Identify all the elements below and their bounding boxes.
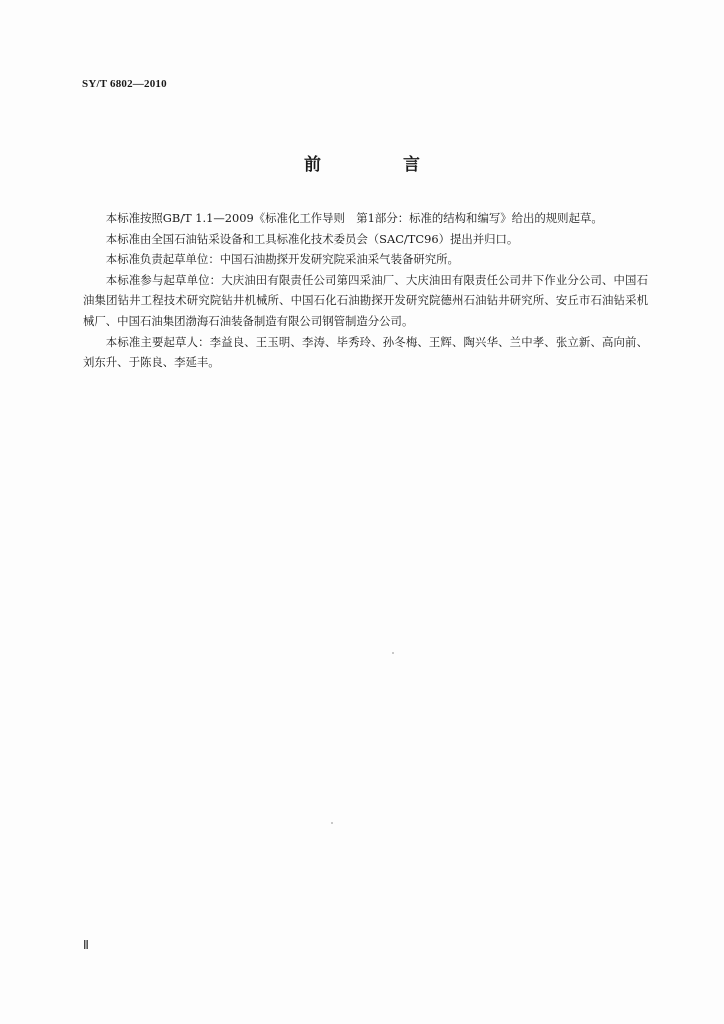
scan-speck	[392, 652, 394, 654]
page-title: 前 言	[304, 155, 458, 175]
paragraph-participating-units: 本标准参与起草单位：大庆油田有限责任公司第四采油厂、大庆油田有限责任公司井下作业分公司、中国石油集团钻井工程技术研究院钻井机械所、中国石化石油勘探开发研究院德州石油钻井研究所、安丘市石油钻采机械厂、中国石油集团渤海石油装备制造有限公司钢管制造分公司。	[83, 272, 648, 328]
scan-speck	[331, 822, 333, 824]
paragraph-main-drafters: 本标准主要起草人：李益良、王玉明、李涛、毕秀玲、孙冬梅、王辉、陶兴华、兰中孝、张立新、高向前、刘东升、于陈良、李延丰。	[83, 334, 648, 370]
paragraph-proposer: 本标准由全国石油钻采设备和工具标准化技术委员会（SAC/TC96）提出并归口。	[105, 231, 519, 246]
paragraph-lead-drafter: 本标准负责起草单位：中国石油勘探开发研究院采油采气装备研究所。	[105, 252, 459, 267]
paragraph-drafting-rules: 本标准按照GB/T 1.1—2009《标准化工作导则 第1部分：标准的结构和编写》给出的规则起草。	[105, 211, 603, 225]
foreword-body	[83, 208, 648, 373]
page-number: Ⅱ	[83, 938, 88, 952]
standard-code: SY/T 6802—2010	[82, 78, 167, 90]
